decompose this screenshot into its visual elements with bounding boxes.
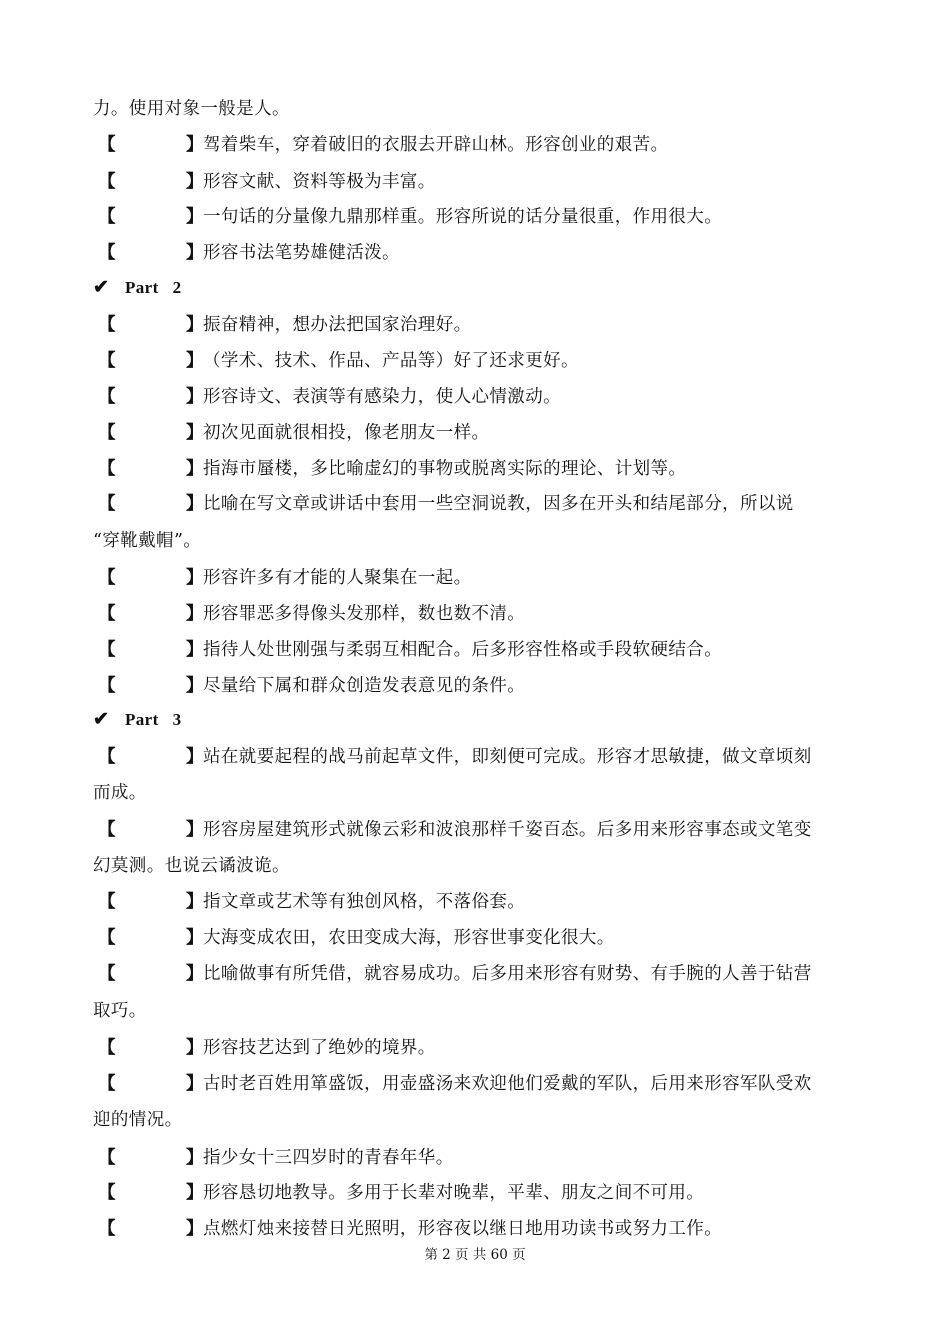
answer-blank-left-bracket: 【 [98, 1183, 116, 1203]
idiom-definition: 振奋精神，想办法把国家治理好。 [203, 315, 472, 335]
idiom-definition: 比喻在写文章或讲话中套用一些空洞说教，因多在开头和结尾部分，所以说 [203, 494, 794, 514]
section-heading-part-2 [93, 276, 863, 300]
idiom-definition: 形容书法笔势雄健活泼。 [203, 243, 400, 263]
answer-blank-left-bracket: 【 [98, 387, 116, 407]
answer-blank-left-bracket: 【 [98, 494, 116, 514]
idiom-definition: 指待人处世刚强与柔弱互相配合。后多形容性格或手段软硬结合。 [203, 640, 723, 660]
answer-blank-left-bracket: 【 [98, 568, 116, 588]
idiom-definition: 形容许多有才能的人聚集在一起。 [203, 568, 472, 588]
idiom-definition-continuation: “穿靴戴帽”。 [93, 531, 202, 551]
idiom-definition: 形容文献、资料等极为丰富。 [203, 172, 436, 192]
answer-blank-left-bracket: 【 [98, 315, 116, 335]
answer-blank-left-bracket: 【 [98, 747, 116, 767]
section-heading-label: Part 3 [125, 710, 182, 729]
answer-blank-right-bracket: 】 [186, 387, 204, 407]
answer-blank-right-bracket: 】 [186, 135, 204, 155]
idiom-definition: 形容技艺达到了绝妙的境界。 [203, 1038, 436, 1058]
checkmark-icon: ✔ [93, 709, 110, 730]
idiom-definition: 形容房屋建筑形式就像云彩和波浪那样千姿百态。后多用来形容事态或文笔变 [203, 820, 812, 840]
idiom-definition: 形容诗文、表演等有感染力，使人心情激动。 [203, 387, 561, 407]
answer-blank-left-bracket: 【 [98, 1038, 116, 1058]
idiom-definition-continuation: 取巧。 [93, 1001, 147, 1021]
answer-blank-right-bracket: 】 [186, 423, 204, 443]
answer-blank-right-bracket: 】 [186, 1148, 204, 1168]
idiom-definition: 比喻做事有所凭借，就容易成功。后多用来形容有财势、有手腕的人善于钻营 [203, 964, 812, 984]
answer-blank-right-bracket: 】 [186, 820, 204, 840]
idiom-definition: 古时老百姓用箪盛饭，用壶盛汤来欢迎他们爱戴的军队，后用来形容军队受欢 [203, 1074, 812, 1094]
idiom-definition: 大海变成农田，农田变成大海，形容世事变化很大。 [203, 928, 615, 948]
idiom-definition-continuation: 而成。 [93, 783, 147, 803]
answer-blank-right-bracket: 】 [186, 1038, 204, 1058]
answer-blank-left-bracket: 【 [98, 604, 116, 624]
idiom-definition: 指少女十三四岁时的青春年华。 [203, 1148, 454, 1168]
answer-blank-right-bracket: 】 [186, 459, 204, 479]
answer-blank-left-bracket: 【 [98, 135, 116, 155]
answer-blank-right-bracket: 】 [186, 351, 204, 371]
idiom-definition: 形容恳切地教导。多用于长辈对晚辈，平辈、朋友之间不可用。 [203, 1183, 705, 1203]
answer-blank-left-bracket: 【 [98, 1074, 116, 1094]
answer-blank-left-bracket: 【 [98, 423, 116, 443]
answer-blank-right-bracket: 】 [186, 243, 204, 263]
idiom-definition: 驾着柴车，穿着破旧的衣服去开辟山林。形容创业的艰苦。 [203, 135, 669, 155]
answer-blank-right-bracket: 】 [186, 1219, 204, 1239]
idiom-definition: 站在就要起程的战马前起草文件，即刻便可完成。形容才思敏捷，做文章顷刻 [203, 747, 812, 767]
idiom-definition: 初次见面就很相投，像老朋友一样。 [203, 423, 490, 443]
answer-blank-left-bracket: 【 [98, 1219, 116, 1239]
idiom-definition-continuation: 幻莫测。也说云谲波诡。 [93, 856, 290, 876]
answer-blank-right-bracket: 】 [186, 1074, 204, 1094]
answer-blank-left-bracket: 【 [98, 243, 116, 263]
answer-blank-right-bracket: 】 [186, 494, 204, 514]
idiom-definition: （学术、技术、作品、产品等）好了还求更好。 [203, 351, 579, 371]
answer-blank-right-bracket: 】 [186, 892, 204, 912]
answer-blank-right-bracket: 】 [186, 747, 204, 767]
idiom-definition: 指海市蜃楼，多比喻虚幻的事物或脱离实际的理论、计划等。 [203, 459, 687, 479]
page-footer: 第 2 页 共 60 页 [424, 1247, 526, 1263]
answer-blank-right-bracket: 】 [186, 1183, 204, 1203]
answer-blank-right-bracket: 】 [186, 604, 204, 624]
answer-blank-left-bracket: 【 [98, 820, 116, 840]
answer-blank-left-bracket: 【 [98, 676, 116, 696]
idiom-definition: 尽量给下属和群众创造发表意见的条件。 [203, 676, 526, 696]
answer-blank-left-bracket: 【 [98, 207, 116, 227]
answer-blank-right-bracket: 】 [186, 640, 204, 660]
answer-blank-left-bracket: 【 [98, 928, 116, 948]
answer-blank-left-bracket: 【 [98, 459, 116, 479]
answer-blank-right-bracket: 】 [186, 676, 204, 696]
answer-blank-left-bracket: 【 [98, 892, 116, 912]
section-heading-part-3 [93, 708, 863, 732]
answer-blank-left-bracket: 【 [98, 964, 116, 984]
answer-blank-right-bracket: 】 [186, 964, 204, 984]
answer-blank-left-bracket: 【 [98, 640, 116, 660]
answer-blank-right-bracket: 】 [186, 315, 204, 335]
answer-blank-left-bracket: 【 [98, 351, 116, 371]
checkmark-icon: ✔ [93, 277, 110, 298]
answer-blank-right-bracket: 】 [186, 568, 204, 588]
intro-continuation: 力。使用对象一般是人。 [93, 99, 290, 119]
answer-blank-right-bracket: 】 [186, 172, 204, 192]
idiom-definition: 点燃灯烛来接替日光照明，形容夜以继日地用功读书或努力工作。 [203, 1219, 723, 1239]
idiom-definition: 形容罪恶多得像头发那样，数也数不清。 [203, 604, 526, 624]
section-heading-label: Part 2 [125, 278, 182, 297]
idiom-definition: 指文章或艺术等有独创风格，不落俗套。 [203, 892, 526, 912]
answer-blank-right-bracket: 】 [186, 207, 204, 227]
idiom-definition: 一句话的分量像九鼎那样重。形容所说的话分量很重，作用很大。 [203, 207, 723, 227]
answer-blank-left-bracket: 【 [98, 172, 116, 192]
idiom-definition-continuation: 迎的情况。 [93, 1110, 183, 1130]
answer-blank-right-bracket: 】 [186, 928, 204, 948]
answer-blank-left-bracket: 【 [98, 1148, 116, 1168]
